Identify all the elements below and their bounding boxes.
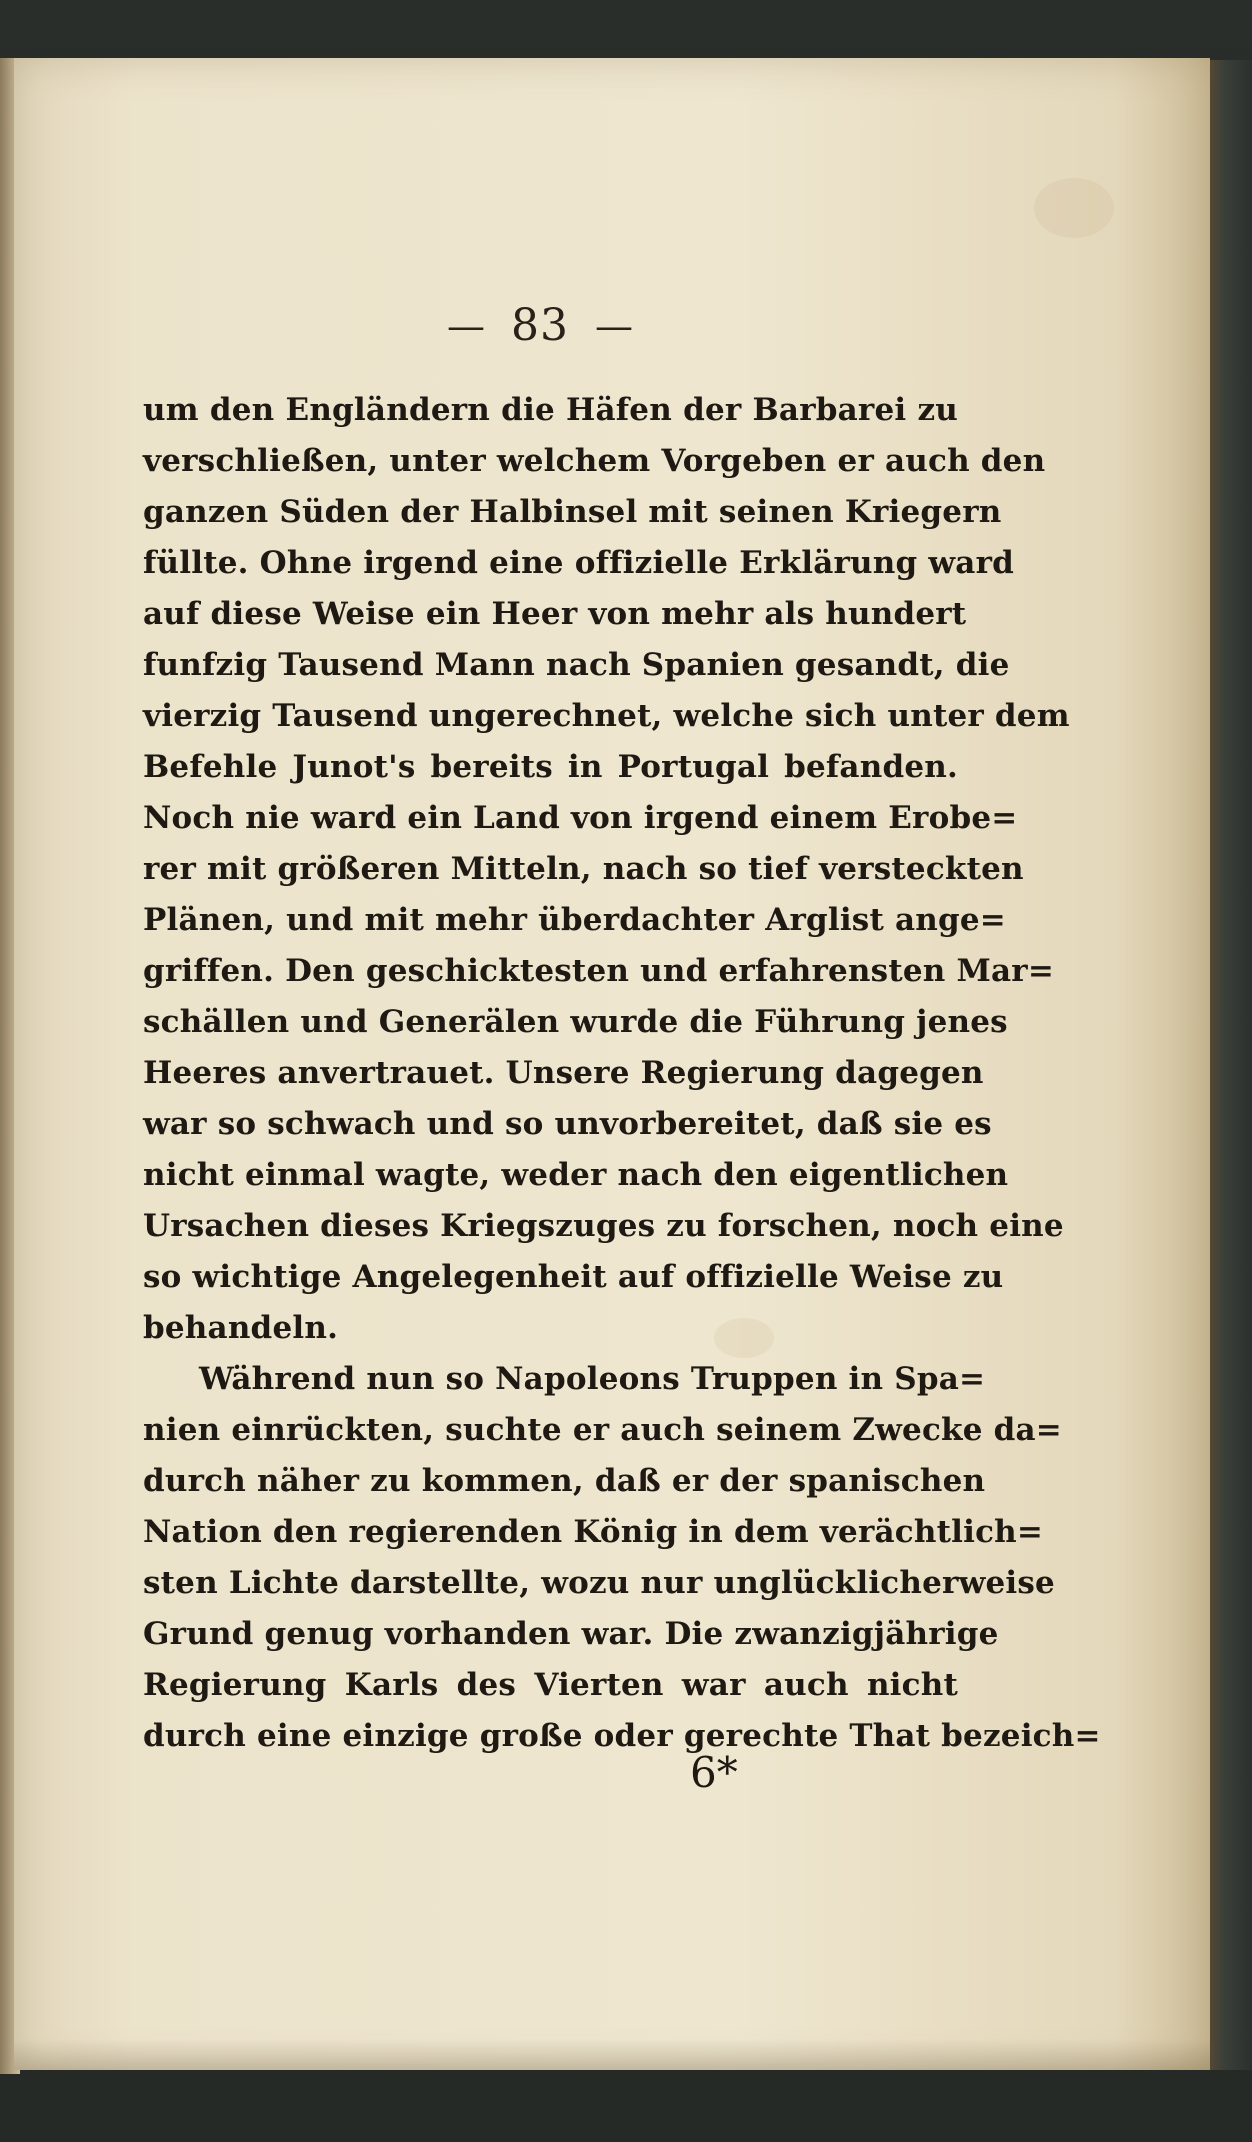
- text-line: vierzig Tausend ungerechnet, welche sich unter dem: [143, 698, 1070, 734]
- text-line: behandeln.: [143, 1310, 339, 1346]
- header-dash-right: —: [595, 304, 633, 348]
- book-binding-edge: [1206, 60, 1252, 2070]
- text-line: durch eine einzige große oder gerechte That bezeich=: [143, 1718, 1101, 1754]
- text-line: Nation den regierenden König in dem verächtlich=: [143, 1514, 1044, 1550]
- text-line: griffen. Den geschicktesten und erfahrensten Mar=: [143, 953, 1054, 989]
- header-dash-left: —: [447, 304, 485, 348]
- text-line: Ursachen dieses Kriegszuges zu forschen, noch eine: [143, 1208, 1064, 1244]
- paper-stain: [1034, 178, 1114, 238]
- text-line: auf diese Weise ein Heer von mehr als hundert: [143, 596, 967, 632]
- text-line: um den Engländern die Häfen der Barbarei zu: [143, 392, 958, 428]
- text-line: Grund genug vorhanden war. Die zwanzigjährige: [143, 1616, 999, 1652]
- text-line: war so schwach und so unvorbereitet, daß sie es: [143, 1106, 992, 1142]
- page-number: 83: [511, 300, 569, 351]
- text-line: durch näher zu kommen, daß er der spanischen: [143, 1463, 986, 1499]
- text-line: Befehle Junot's bereits in Portugal befanden.: [143, 749, 958, 785]
- text-line: verschließen, unter welchem Vorgeben er auch den: [143, 443, 1046, 479]
- text-line: Plänen, und mit mehr überdachter Arglist ange=: [143, 902, 1006, 938]
- text-line-paragraph-start: Während nun so Napoleons Truppen in Spa=: [199, 1361, 986, 1397]
- page-header: [390, 296, 690, 356]
- page-shadow: [14, 2040, 1210, 2070]
- text-line: ganzen Süden der Halbinsel mit seinen Kriegern: [143, 494, 1002, 530]
- text-line: sten Lichte darstellte, wozu nur unglücklicherweise: [143, 1565, 1055, 1601]
- text-line: schällen und Generälen wurde die Führung jenes: [143, 1004, 1008, 1040]
- text-line: Heeres anvertrauet. Unsere Regierung dagegen: [143, 1055, 984, 1091]
- text-line: rer mit größeren Mitteln, nach so tief versteckten: [143, 851, 1024, 887]
- text-line: nien einrückten, suchte er auch seinem Zwecke da=: [143, 1412, 1062, 1448]
- text-line: nicht einmal wagte, weder nach den eigentlichen: [143, 1157, 1009, 1193]
- text-line: füllte. Ohne irgend eine offizielle Erklärung ward: [143, 545, 1014, 581]
- text-line: so wichtige Angelegenheit auf offizielle Weise zu: [143, 1259, 1004, 1295]
- text-line: Regierung Karls des Vierten war auch nicht: [143, 1667, 958, 1703]
- body-text: [143, 385, 1101, 1762]
- text-line: Noch nie ward ein Land von irgend einem Erobe=: [143, 800, 1018, 836]
- text-line: funfzig Tausend Mann nach Spanien gesandt, die: [143, 647, 1010, 683]
- signature-mark: 6*: [690, 1748, 738, 1797]
